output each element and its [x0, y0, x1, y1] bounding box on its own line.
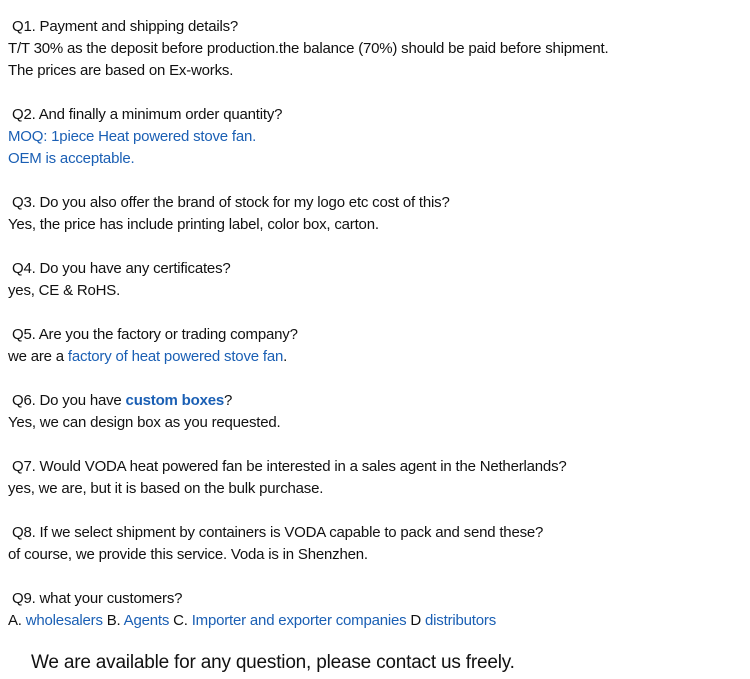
question-q7: Q7. Would VODA heat powered fan be interested in a sales agent in the Netherlands? — [12, 458, 567, 475]
answer-q3: Yes, the price has include printing label, color box, carton. — [8, 216, 379, 233]
faq-item-q7 — [8, 456, 743, 500]
answer-q1-line1: T/T 30% as the deposit before production.the balance (70%) should be paid before shipment. — [8, 40, 609, 57]
question-q6-suffix: ? — [224, 392, 233, 409]
agents-link[interactable]: Agents — [123, 612, 170, 629]
faq-item-q4 — [8, 258, 743, 302]
answer-q5-prefix: we are a — [8, 348, 68, 365]
answer-q4: yes, CE & RoHS. — [8, 282, 121, 299]
faq-item-q3 — [8, 192, 743, 236]
question-q6 — [8, 390, 743, 412]
faq-item-q9 — [8, 588, 743, 632]
answer-q9 — [8, 610, 743, 632]
faq-item-q5 — [8, 324, 743, 368]
importer-exporter-link[interactable]: Importer and exporter companies — [191, 612, 407, 629]
question-q8: Q8. If we select shipment by containers is VODA capable to pack and send these? — [12, 524, 544, 541]
answer-q9-a: A. — [8, 612, 26, 629]
question-q9: Q9. what your customers? — [12, 590, 183, 607]
question-q1: Q1. Payment and shipping details? — [12, 18, 239, 35]
wholesalers-link[interactable]: wholesalers — [25, 612, 103, 629]
answer-q9-c: C. — [169, 612, 192, 629]
answer-q5-suffix: . — [283, 348, 288, 365]
answer-q2-line1-link[interactable]: MOQ: 1piece Heat powered stove fan. — [8, 128, 257, 145]
faq-item-q8 — [8, 522, 743, 566]
answer-q1-line2: The prices are based on Ex-works. — [8, 62, 234, 79]
factory-link[interactable]: factory of heat powered stove fan — [67, 348, 284, 365]
answer-q2-line2-link[interactable]: OEM is acceptable. — [8, 150, 135, 167]
answer-q7: yes, we are, but it is based on the bulk purchase. — [8, 480, 324, 497]
faq-item-q2 — [8, 104, 743, 170]
question-q5: Q5. Are you the factory or trading company? — [12, 326, 298, 343]
faq-section — [8, 16, 743, 654]
contact-footer: We are available for any question, please contact us freely. — [31, 652, 515, 673]
question-q2: Q2. And finally a minimum order quantity? — [12, 106, 283, 123]
custom-boxes-link[interactable]: custom boxes — [125, 392, 225, 409]
answer-q6: Yes, we can design box as you requested. — [8, 414, 281, 431]
question-q3: Q3. Do you also offer the brand of stock for my logo etc cost of this? — [12, 194, 450, 211]
answer-q9-d: D — [406, 612, 426, 629]
answer-q8: of course, we provide this service. Voda is in Shenzhen. — [8, 546, 368, 563]
faq-item-q6 — [8, 390, 743, 434]
question-q4: Q4. Do you have any certificates? — [12, 260, 231, 277]
faq-item-q1 — [8, 16, 743, 82]
question-q6-prefix: Q6. Do you have — [12, 392, 126, 409]
answer-q9-b: B. — [102, 612, 124, 629]
answer-q5 — [8, 346, 743, 368]
distributors-link[interactable]: distributors — [425, 612, 496, 629]
